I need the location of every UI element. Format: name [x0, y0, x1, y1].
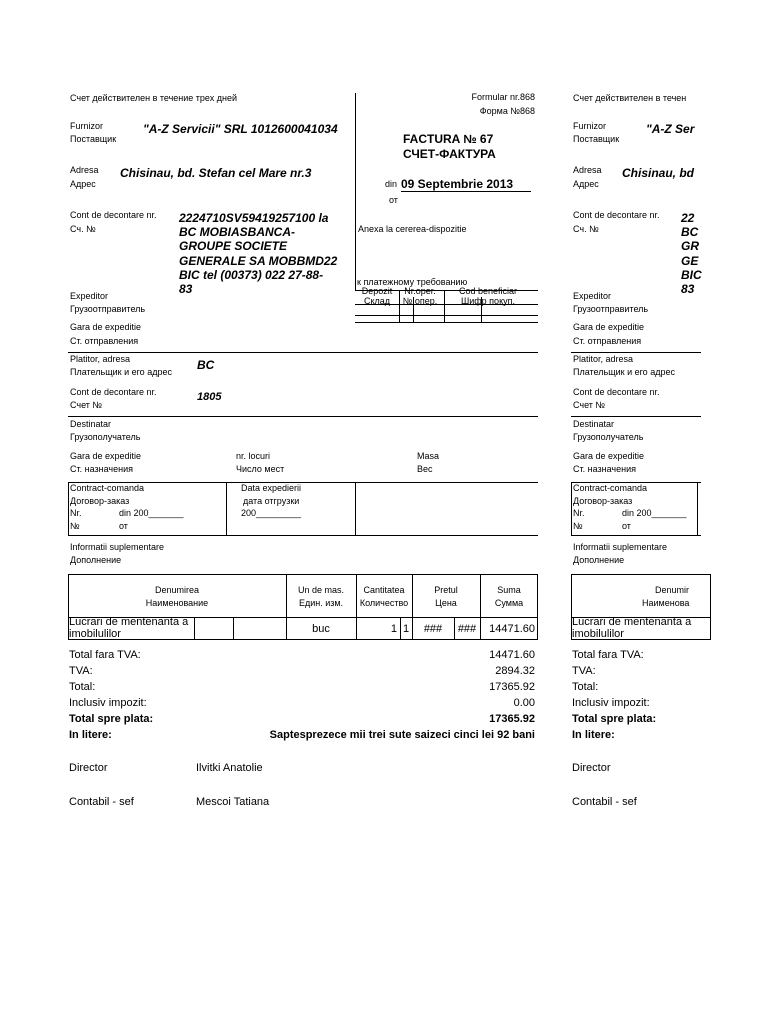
item-qty: 1: [390, 623, 397, 635]
cont-line: BC: [681, 225, 699, 239]
adresa-value: Chisinau, bd. Stefan cel Mare nr.3: [120, 166, 312, 180]
gara-destinatie-label: Gara de expeditie: [70, 451, 142, 461]
furnizor-label-ru: Поставщик: [70, 134, 117, 144]
factura-ot-label: от: [389, 195, 398, 205]
validity-note: Счет действителен в течение трех дней: [70, 93, 237, 103]
director-label: Director: [69, 762, 108, 774]
contract-label-ru: Договор-заказ: [70, 496, 130, 506]
small-table-header: Склад: [363, 296, 391, 306]
col-header-denumirea-ru: Наименование: [145, 598, 209, 608]
cont-line: 2224710SV59419257100 la: [179, 211, 329, 225]
in-litere-label: In litere:: [572, 729, 615, 741]
contract-din-field: din 200_______: [622, 508, 687, 518]
cont-line: GENERALE SA MOBBMD22: [179, 254, 338, 268]
cont-label-ru: Сч. №: [573, 224, 599, 234]
contract-ot-label: от: [622, 521, 631, 531]
gara-expeditie-label: Gara de expeditie: [573, 322, 645, 332]
inclusiv-impozit-value: 0.00: [513, 697, 535, 709]
col-header-denumirea: Denumir: [655, 585, 690, 595]
adresa-label-ru: Адрес: [573, 179, 599, 189]
destinatar-label: Destinatar: [70, 419, 112, 429]
contract-box-bottom: [68, 535, 538, 536]
section-divider: [68, 416, 538, 417]
formular-number: Formular nr.868: [471, 92, 535, 102]
gara-destinatie-label: Gara de expeditie: [573, 451, 645, 461]
contract-box-left: [571, 482, 572, 535]
furnizor-label: Furnizor: [70, 121, 104, 131]
inclusiv-impozit-label: Inclusiv impozit:: [69, 697, 147, 709]
total-fara-tva-label: Total fara TVA:: [572, 649, 644, 661]
info-label: Informatii suplementare: [70, 542, 165, 552]
contract-box-bottom: [571, 535, 701, 536]
cont2-label-ru: Счет №: [573, 400, 606, 410]
item-name: Lucrari de mentenanta a imobilulilor: [572, 616, 692, 640]
factura-subtitle: СЧЕТ-ФАКТУРА: [403, 147, 496, 161]
small-table-header: № опер.: [402, 296, 438, 306]
cont-line: GE: [681, 254, 699, 268]
tva-label: TVA:: [69, 665, 93, 677]
furnizor-label: Furnizor: [573, 121, 607, 131]
masa-label: Masa: [417, 451, 440, 461]
cont2-label-ru: Счет №: [70, 400, 103, 410]
contract-no-label: №: [70, 521, 80, 531]
total-label: Total:: [69, 681, 96, 693]
cont-line: BIC: [681, 268, 702, 282]
gara-destinatie-label-ru: Ст. назначения: [573, 464, 636, 474]
expeditor-label-ru: Грузоотправитель: [70, 304, 146, 314]
total-spre-plata-label: Total spre plata:: [69, 713, 154, 725]
factura-date: 09 Septembrie 2013: [401, 177, 531, 192]
factura-title: FACTURA № 67: [403, 132, 494, 146]
validity-note: Счет действителен в течен: [573, 93, 687, 103]
data-expedierii-value: 200_________: [241, 508, 302, 518]
table-line: [355, 315, 538, 316]
contabil-label: Contabil - sef: [572, 796, 637, 808]
in-litere-value: Saptesprezece mii trei sute saizeci cinci lei 92 bani: [269, 729, 535, 741]
contract-no-label: №: [573, 521, 583, 531]
cont-line: 83: [681, 282, 695, 296]
total-label: Total:: [572, 681, 599, 693]
contract-label: Contract-comanda: [70, 483, 145, 493]
platitor-label-ru: Плательщик и его адрес: [573, 367, 675, 377]
contract-label: Contract-comanda: [573, 483, 648, 493]
contabil-label: Contabil - sef: [69, 796, 134, 808]
col-header-sum-ru: Сумма: [494, 598, 524, 608]
item-qty2: 1: [402, 623, 410, 635]
gara-expeditie-label: Gara de expeditie: [70, 322, 142, 332]
total-fara-tva-value: 14471.60: [489, 649, 535, 661]
second-copy-clipped: [568, 0, 702, 1024]
item-sum: 14471.60: [489, 623, 535, 635]
platitor-label: Platitor, adresa: [70, 354, 131, 364]
total-value: 17365.92: [489, 681, 535, 693]
item-unit: buc: [312, 623, 330, 635]
col-header-qty: Cantitatea: [363, 585, 405, 595]
cont-label: Cont de decontare nr.: [70, 210, 157, 220]
col-header-sum: Suma: [497, 585, 521, 595]
furnizor-value: "A-Z Ser: [646, 122, 695, 136]
gara-expeditie-label-ru: Ст. отправления: [70, 336, 139, 346]
small-table-header: Depozit: [361, 286, 393, 296]
platitor-label-ru: Плательщик и его адрес: [70, 367, 172, 377]
gara-destinatie-label-ru: Ст. назначения: [70, 464, 133, 474]
col-header-denumirea: Denumirea: [154, 585, 200, 595]
section-divider: [571, 416, 701, 417]
cont-line: 83: [179, 282, 193, 296]
cont2-value: 1805: [197, 391, 222, 403]
contract-box-divider: [355, 482, 356, 535]
contract-nr-label: Nr.: [70, 508, 82, 518]
table-line: [444, 290, 445, 322]
cont2-label: Cont de decontare nr.: [573, 387, 660, 397]
col-header-qty-ru: Количество: [359, 598, 409, 608]
expeditor-label: Expeditor: [573, 291, 612, 301]
inclusiv-impozit-label: Inclusiv impozit:: [572, 697, 650, 709]
col-header-unit: Un de mas.: [297, 585, 345, 595]
furnizor-value: "A-Z Servicii" SRL 1012600041034: [143, 122, 338, 136]
table-line: [413, 297, 414, 322]
col-header-price: Pretul: [434, 585, 458, 595]
section-divider: [571, 352, 701, 353]
small-table-header: Cod beneficiar: [458, 286, 518, 296]
contract-box-right: [697, 482, 698, 535]
contract-din-field: din 200_______: [119, 508, 184, 518]
adresa-value: Chisinau, bd: [622, 166, 694, 180]
contract-box-divider: [226, 482, 227, 535]
director-label: Director: [572, 762, 611, 774]
cont-line: BIC tel (00373) 022 27-88-: [179, 268, 324, 282]
expeditor-label-ru: Грузоотправитель: [573, 304, 649, 314]
cont-line: GROUPE SOCIETE: [179, 239, 288, 253]
factura-din-label: din: [385, 179, 398, 189]
item-price2: ###: [457, 623, 477, 635]
locuri-label-ru: Число мест: [236, 464, 285, 474]
total-fara-tva-label: Total fara TVA:: [69, 649, 141, 661]
forma-number: Форма №868: [479, 106, 535, 116]
col-header-unit-ru: Един. изм.: [298, 598, 344, 608]
cont2-label: Cont de decontare nr.: [70, 387, 157, 397]
cont-label-ru: Сч. №: [70, 224, 96, 234]
platitor-label: Platitor, adresa: [573, 354, 634, 364]
info-label-ru: Дополнение: [573, 555, 625, 565]
expeditor-label: Expeditor: [70, 291, 109, 301]
anexa-text: Anexa la cererea-dispozitie: [358, 224, 467, 234]
small-table-header: Nr.oper.: [404, 286, 436, 296]
section-divider: [68, 352, 538, 353]
cont-line: 22: [681, 211, 695, 225]
director-name: Ilvitki Anatolie: [196, 762, 263, 774]
data-expedierii-label: Data expedierii: [241, 483, 302, 493]
contract-nr-label: Nr.: [573, 508, 585, 518]
table-line: [399, 290, 400, 322]
locuri-label: nr. locuri: [236, 451, 271, 461]
table-line: [481, 297, 482, 322]
info-label: Informatii suplementare: [573, 542, 668, 552]
contract-label-ru: Договор-заказ: [573, 496, 633, 506]
cont-line: GR: [681, 239, 699, 253]
gara-expeditie-label-ru: Ст. отправления: [573, 336, 642, 346]
contract-ot-label: от: [119, 521, 128, 531]
payment-request-text: к платежному требованию: [357, 277, 468, 287]
info-label-ru: Дополнение: [70, 555, 122, 565]
adresa-label: Adresa: [573, 165, 602, 175]
adresa-label-ru: Адрес: [70, 179, 96, 189]
data-expedierii-label-ru: дата отгрузки: [243, 496, 300, 506]
total-spre-plata-label: Total spre plata:: [572, 713, 657, 725]
destinatar-label-ru: Грузополучатель: [573, 432, 644, 442]
platitor-value: BC: [197, 358, 215, 372]
contabil-name: Mescoi Tatiana: [196, 796, 270, 808]
small-table-header: Шифр покуп.: [461, 296, 515, 306]
total-spre-plata-value: 17365.92: [489, 713, 535, 725]
destinatar-label: Destinatar: [573, 419, 615, 429]
contract-box-left: [68, 482, 69, 535]
col-header-price-ru: Цена: [435, 598, 457, 608]
table-line: [355, 304, 538, 305]
tva-label: TVA:: [572, 665, 596, 677]
destinatar-label-ru: Грузополучатель: [70, 432, 141, 442]
cont-label: Cont de decontare nr.: [573, 210, 660, 220]
col-header-denumirea-ru: Наименова: [642, 598, 690, 608]
item-name: Lucrari de mentenanta a imobilulilor: [69, 616, 189, 640]
masa-label-ru: Вес: [417, 464, 433, 474]
in-litere-label: In litere:: [69, 729, 112, 741]
tva-value: 2894.32: [495, 665, 535, 677]
item-price: ###: [423, 623, 443, 635]
table-line: [194, 617, 195, 640]
adresa-label: Adresa: [70, 165, 99, 175]
table-line: [355, 322, 538, 323]
cont-line: BC MOBIASBANCA-: [179, 225, 295, 239]
table-line: [233, 617, 234, 640]
divider-vertical: [355, 93, 356, 291]
furnizor-label-ru: Поставщик: [573, 134, 620, 144]
